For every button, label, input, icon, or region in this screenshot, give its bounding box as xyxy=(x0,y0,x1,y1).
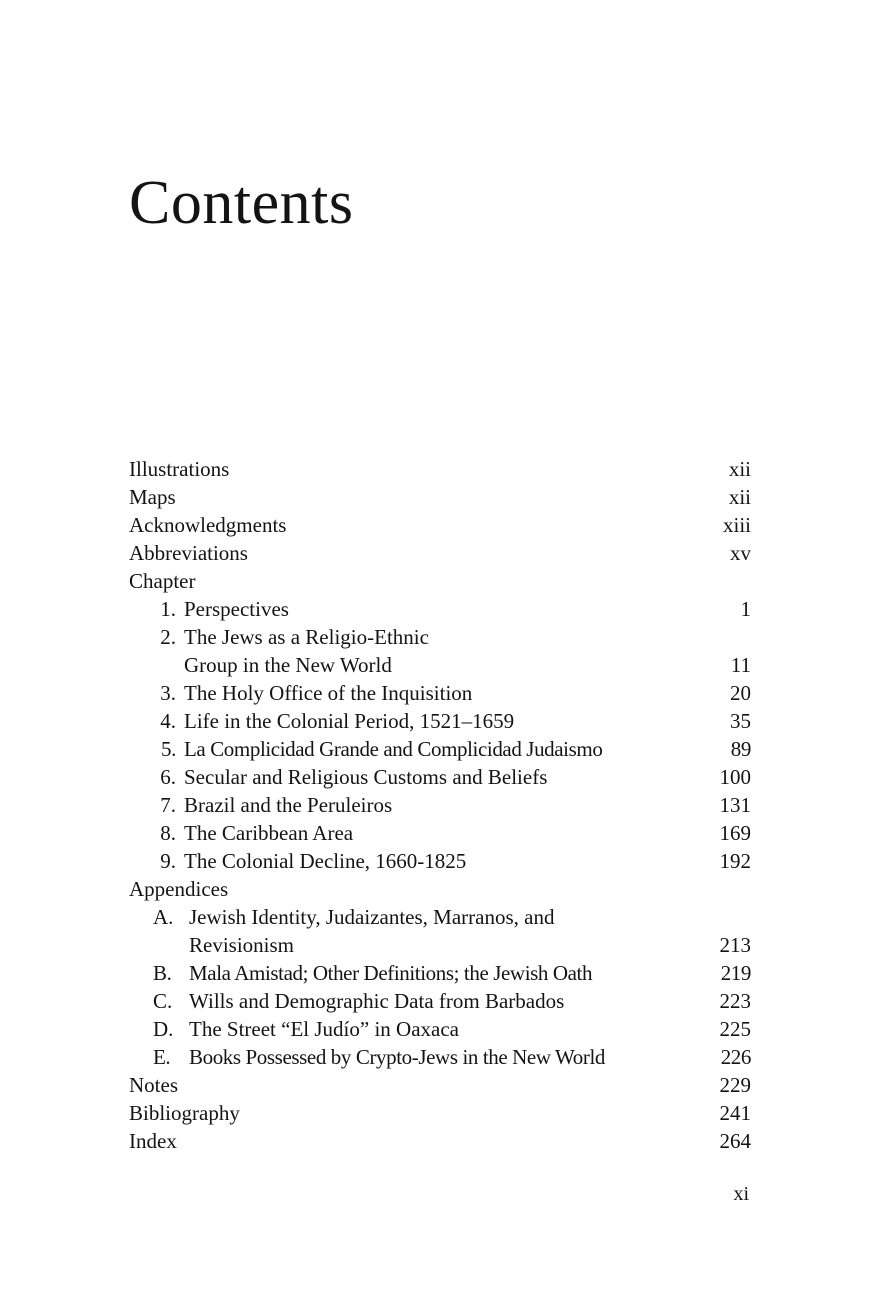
toc-entry-illustrations xyxy=(129,455,751,483)
chapter-title: Perspectives xyxy=(184,597,289,621)
chapter-number: 7. xyxy=(160,793,176,817)
toc-entry-page: xiii xyxy=(722,513,751,537)
toc-entry-index xyxy=(129,1127,751,1155)
chapter-number: 2. xyxy=(160,625,176,649)
appendix-page: 223 xyxy=(719,989,751,1013)
chapter-title: Life in the Colonial Period, 1521–1659 xyxy=(184,709,515,733)
chapter-page: 1 xyxy=(740,597,751,621)
appendix-entry xyxy=(129,1043,751,1071)
toc-entry-label: Acknowledgments xyxy=(129,513,287,537)
chapter-entry xyxy=(129,791,751,819)
appendix-letter: D. xyxy=(153,1017,174,1041)
appendix-title: Books Possessed by Crypto-Jews in the New World xyxy=(189,1045,606,1069)
chapter-entry xyxy=(129,623,751,651)
chapter-number: 4. xyxy=(160,709,176,733)
toc-entry-label: Notes xyxy=(129,1073,178,1097)
toc-entry-notes xyxy=(129,1071,751,1099)
chapter-page: 89 xyxy=(730,737,751,761)
chapter-page: 20 xyxy=(730,681,751,705)
chapter-number: 3. xyxy=(160,681,176,705)
chapter-number: 6. xyxy=(160,765,176,789)
appendices-heading-row xyxy=(129,875,751,903)
chapter-heading-row xyxy=(129,567,751,595)
appendix-page: 226 xyxy=(720,1045,751,1069)
chapter-entry-continuation xyxy=(129,651,751,679)
page-title: Contents xyxy=(129,169,354,237)
appendix-letter: C. xyxy=(153,989,173,1013)
chapter-title: The Caribbean Area xyxy=(184,821,354,845)
toc-entry-label: Bibliography xyxy=(129,1101,240,1125)
appendix-letter: B. xyxy=(153,961,172,985)
appendix-title: Wills and Demographic Data from Barbados xyxy=(189,989,565,1013)
toc-entry-page: xii xyxy=(728,485,751,509)
chapter-title: La Complicidad Grande and Complicidad Judaismo xyxy=(184,737,603,761)
chapter-title: Brazil and the Peruleiros xyxy=(184,793,393,817)
appendix-page: 219 xyxy=(720,961,751,985)
appendix-page: 225 xyxy=(719,1017,751,1041)
chapter-number: 9. xyxy=(160,849,176,873)
chapter-page: 100 xyxy=(719,765,751,789)
chapter-title: Secular and Religious Customs and Beliefs xyxy=(184,765,548,789)
appendix-letter: E. xyxy=(153,1045,171,1069)
chapter-title: The Jews as a Religio-Ethnic xyxy=(184,625,429,649)
chapter-page: 11 xyxy=(730,653,751,677)
chapter-entry xyxy=(129,735,751,763)
toc-entry-abbreviations xyxy=(129,539,751,567)
toc-entry-acknowledgments xyxy=(129,511,751,539)
appendix-letter: A. xyxy=(153,905,174,929)
appendix-title: Mala Amistad; Other Definitions; the Jewish Oath xyxy=(189,961,593,985)
chapter-entry xyxy=(129,819,751,847)
toc-entry-label: Maps xyxy=(129,485,176,509)
appendix-title: Jewish Identity, Judaizantes, Marranos, and xyxy=(189,905,555,929)
appendix-entry xyxy=(129,987,751,1015)
chapter-heading: Chapter xyxy=(129,569,196,593)
toc-entry-page: 229 xyxy=(719,1073,751,1097)
chapter-page: 35 xyxy=(730,709,751,733)
chapter-number: 5. xyxy=(161,737,176,761)
appendix-title: The Street “El Judío” in Oaxaca xyxy=(189,1017,459,1041)
toc-entry-label: Illustrations xyxy=(129,457,230,481)
appendix-page: 213 xyxy=(719,933,751,957)
toc-entry-page: xv xyxy=(730,541,751,565)
chapter-entry xyxy=(129,847,751,875)
toc-entry-page: 241 xyxy=(719,1101,751,1125)
chapter-title-continued: Group in the New World xyxy=(184,653,392,677)
chapter-title: The Colonial Decline, 1660-1825 xyxy=(184,849,467,873)
chapter-title: The Holy Office of the Inquisition xyxy=(184,681,473,705)
chapter-page: 192 xyxy=(719,849,751,873)
page-number: xi xyxy=(733,1183,749,1205)
appendix-title-continued: Revisionism xyxy=(189,933,295,957)
chapter-number: 1. xyxy=(160,597,176,621)
chapter-entry xyxy=(129,595,751,623)
table-of-contents xyxy=(129,455,751,1155)
chapter-number: 8. xyxy=(160,821,176,845)
appendix-entry-continuation xyxy=(129,931,751,959)
appendix-entry xyxy=(129,959,751,987)
chapter-page: 169 xyxy=(719,821,751,845)
appendix-entry xyxy=(129,903,751,931)
toc-entry-maps xyxy=(129,483,751,511)
appendices-heading: Appendices xyxy=(129,877,229,901)
chapter-page: 131 xyxy=(719,793,751,817)
toc-entry-page: 264 xyxy=(719,1129,751,1153)
chapter-entry xyxy=(129,763,751,791)
appendix-entry xyxy=(129,1015,751,1043)
toc-entry-page: xii xyxy=(728,457,751,481)
toc-entry-label: Index xyxy=(129,1129,177,1153)
chapter-entry xyxy=(129,679,751,707)
chapter-entry xyxy=(129,707,751,735)
toc-entry-label: Abbreviations xyxy=(129,541,248,565)
toc-entry-bibliography xyxy=(129,1099,751,1127)
